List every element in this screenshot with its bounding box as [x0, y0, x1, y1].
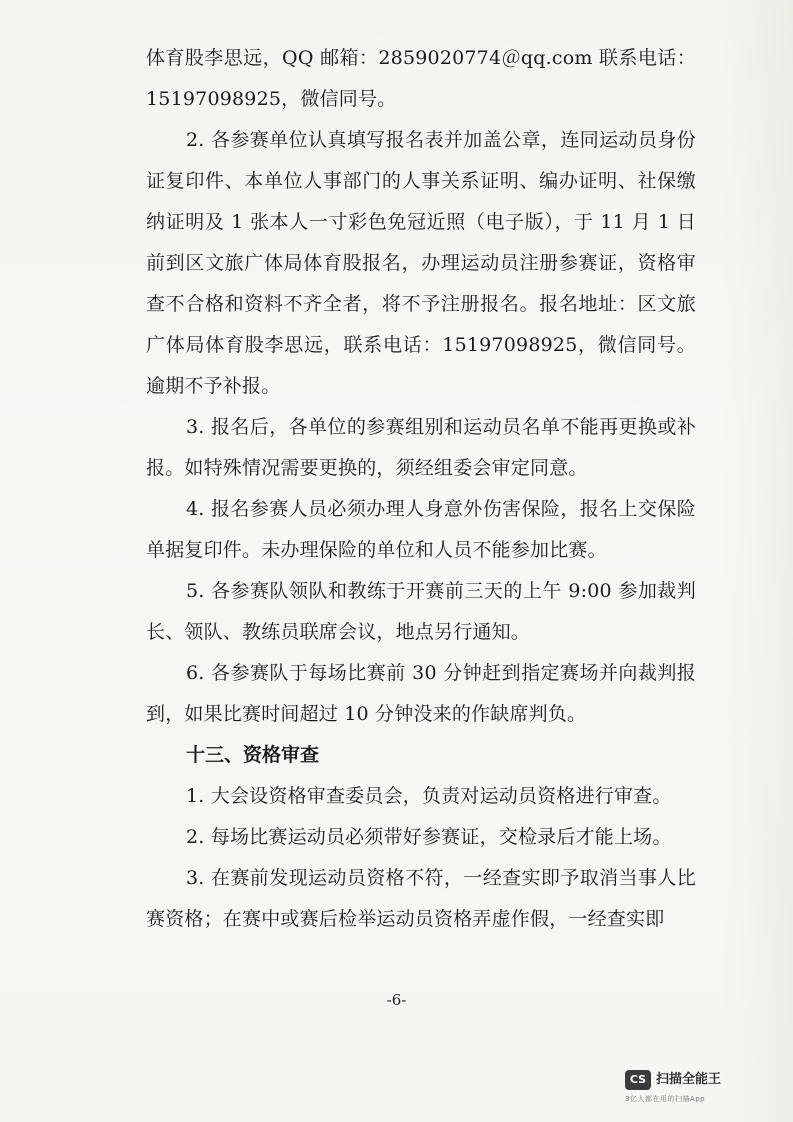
watermark-brand: 扫描全能王	[656, 1072, 722, 1087]
section-heading-qualification: 十三、资格审查	[186, 744, 320, 766]
page-edge-shadow	[723, 0, 793, 1122]
camscanner-logo-icon: CS	[625, 1070, 651, 1090]
paragraph-qualification-1: 1. 大会设资格审查委员会，负责对运动员资格进行审查。	[186, 785, 672, 807]
paragraph-contact-continuation: 体育股李思远，QQ 邮箱：2859020774＠qq.com 联系电话：15197098925，微信同号。	[146, 47, 696, 110]
scanner-watermark	[625, 1068, 765, 1108]
paragraph-item-3-no-substitution: 3. 报名后，各单位的参赛组别和运动员名单不能再更换或补报。如特殊情况需要更换的，须经组委会审定同意。	[146, 416, 696, 479]
watermark-tagline: 3亿人都在用的扫描App	[625, 1095, 706, 1103]
paragraph-qualification-2: 2. 每场比赛运动员必须带好参赛证，交检录后才能上场。	[186, 826, 672, 848]
page-number: -6-	[386, 991, 407, 1009]
paragraph-qualification-3: 3. 在赛前发现运动员资格不符，一经查实即予取消当事人比赛资格；在赛中或赛后检举运动员资格弄虚作假，一经查实即	[146, 867, 696, 930]
paragraph-item-6-arrival: 6. 各参赛队于每场比赛前 30 分钟赶到指定赛场并向裁判报到，如果比赛时间超过 10 分钟没来的作缺席判负。	[146, 662, 696, 725]
paragraph-item-5-meeting: 5. 各参赛队领队和教练于开赛前三天的上午 9:00 参加裁判长、领队、教练员联席会议，地点另行通知。	[146, 580, 696, 643]
paragraph-item-2-registration: 2. 各参赛单位认真填写报名表并加盖公章，连同运动员身份证复印件、本单位人事部门的人事关系证明、编办证明、社保缴纳证明及 1 张本人一寸彩色免冠近照（电子版），于 11 月 1 日前到区文旅广体局体育股报名，办理运动员注册参赛证，资格审查不合格和资料不齐全者，将不予注册报名。报名地址：区文旅广体局体育股李思远，联系电话：15197098925，微信同号。逾期不予补报。	[146, 129, 696, 397]
document-body	[146, 38, 696, 940]
paragraph-item-4-insurance: 4. 报名参赛人员必须办理人身意外伤害保险，报名上交保险单据复印件。未办理保险的单位和人员不能参加比赛。	[146, 498, 696, 561]
